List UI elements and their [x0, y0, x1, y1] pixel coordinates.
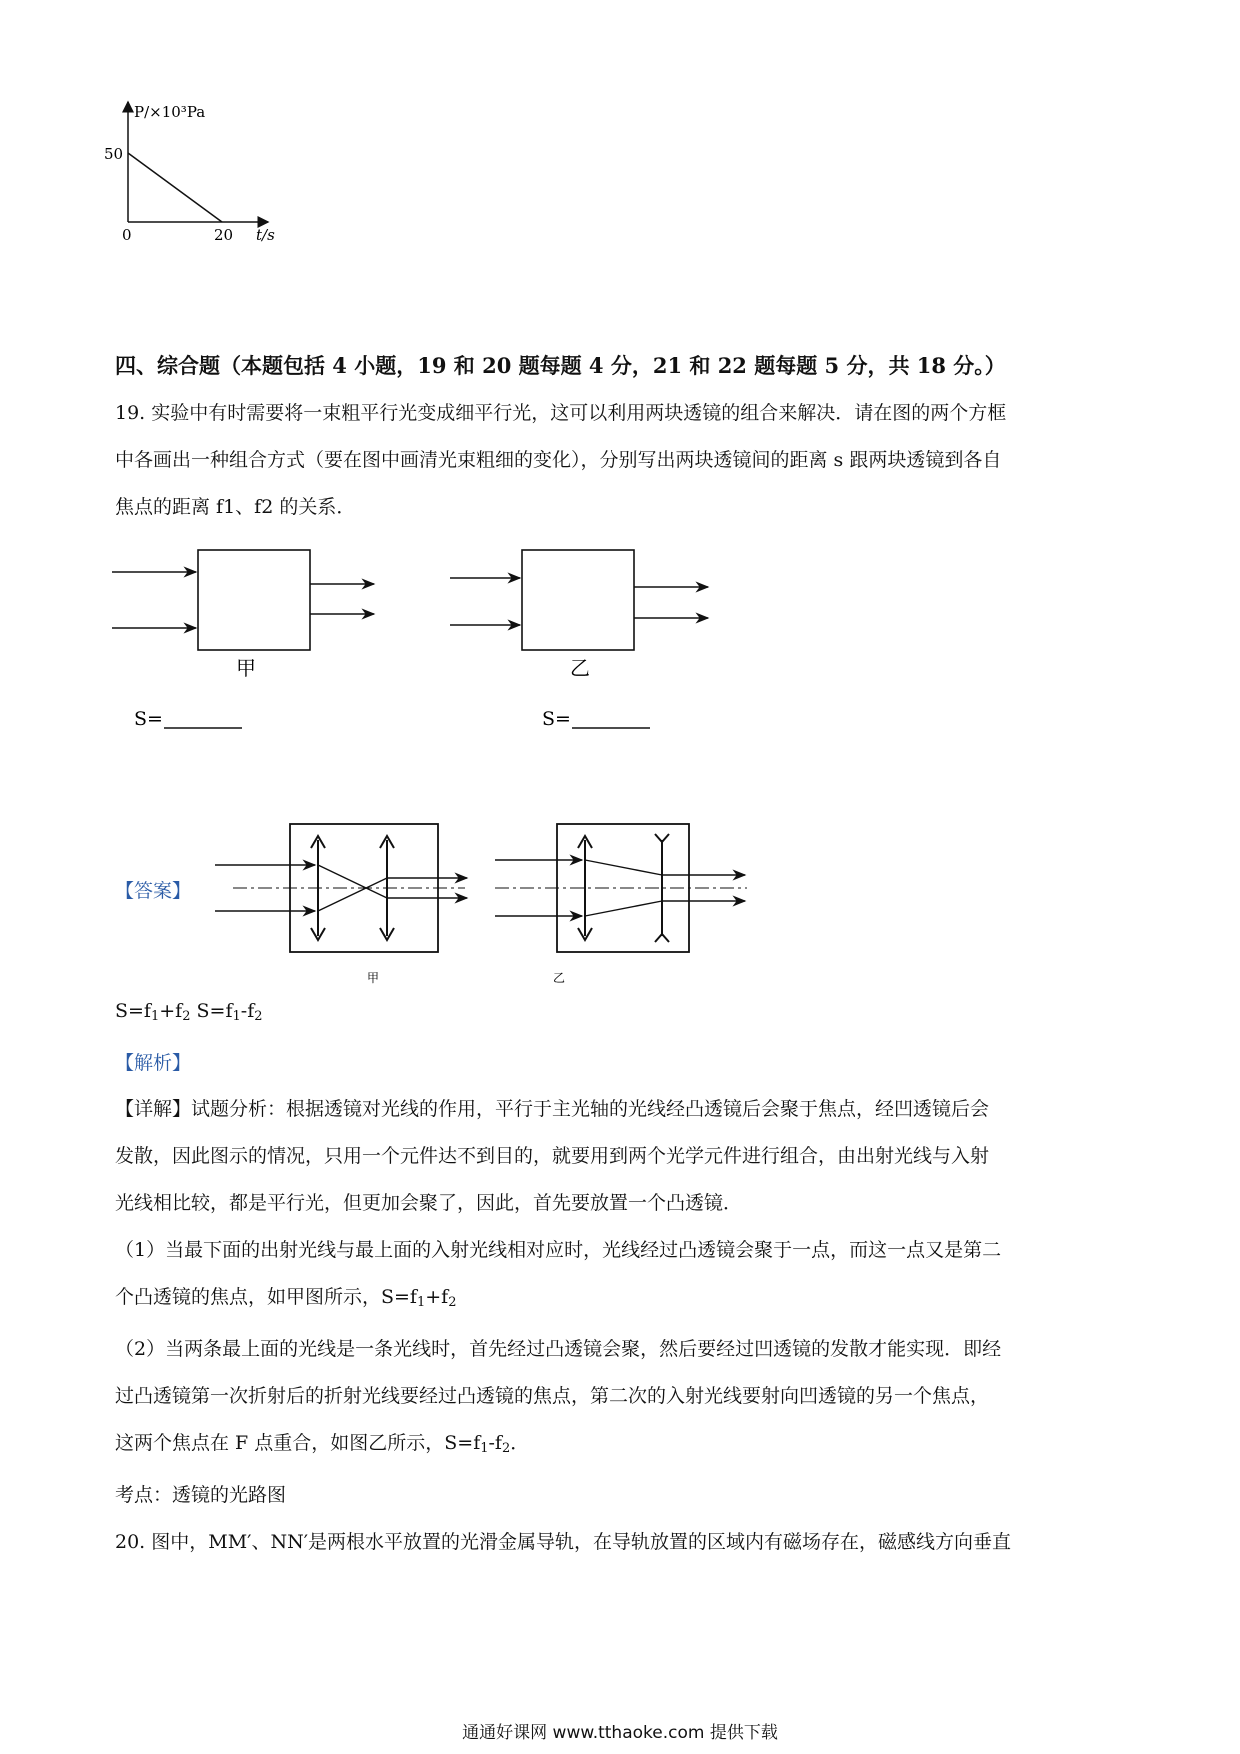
y-tick-label: 50	[104, 145, 124, 163]
s-label-yi: S=	[542, 708, 571, 730]
x-axis-label: t/s	[256, 226, 275, 244]
answer-label-yi: 乙	[553, 971, 566, 985]
q19-line-3: 焦点的距离 f1、f2 的关系．	[115, 496, 356, 518]
ray	[318, 865, 387, 898]
analysis-line: 发散，因此图示的情况，只用一个元件达不到目的，就要用到两个光学元件进行组合，由出射光线与入射	[115, 1145, 990, 1167]
q19-line-1: 19. 实验中有时需要将一束粗平行光变成细平行光，这可以利用两块透镜的组合来解决．请在图的两个方框	[115, 402, 1007, 424]
question-20-line-1: 20. 图中，MM′、NN′是两根水平放置的光滑金属导轨，在导轨放置的区域内有磁场存在，磁感线方向垂直	[115, 1531, 1012, 1553]
ray	[585, 901, 662, 916]
analysis-line: 光线相比较，都是平行光，但更加会聚了，因此，首先要放置一个凸透镜．	[115, 1192, 743, 1214]
page-footer: 通通好课网 www.tthaoke.com 提供下载	[462, 1723, 778, 1743]
pressure-line	[128, 153, 222, 222]
y-axis-label: P/×10³Pa	[134, 103, 206, 121]
ray	[585, 860, 662, 875]
question-19	[115, 390, 1135, 531]
analysis-line: 这两个焦点在 F 点重合，如图乙所示，$S=f_1-f_2$．	[115, 1432, 530, 1456]
analysis-line: （1）当最下面的出射光线与最上面的入射光线相对应时，光线经过凸透镜会聚于一点，而这一点又是第二	[115, 1239, 1002, 1261]
analysis-body	[115, 1086, 1135, 1566]
label-yi: 乙	[570, 656, 590, 680]
ray	[318, 878, 387, 911]
box-yi	[522, 550, 634, 650]
section-title: 四、综合题（本题包括 4 小题，19 和 20 题每题 4 分，21 和 22 题每题 5 分，共 18 分。）	[115, 353, 1006, 378]
pressure-time-graph	[100, 100, 320, 280]
detail-tag: 【详解】	[115, 1098, 192, 1120]
analysis-line: 【详解】试题分析：根据透镜对光线的作用，平行于主光轴的光线经凸透镜后会聚于焦点，经凹透镜后会	[115, 1098, 990, 1120]
kaodian: 考点：透镜的光路图	[115, 1484, 287, 1506]
analysis-line: 个凸透镜的焦点，如甲图所示，$S=f_1+f_2$	[115, 1286, 457, 1310]
origin-label: 0	[122, 226, 132, 244]
label-jia: 甲	[236, 656, 256, 680]
x-tick-label: 20	[214, 226, 234, 244]
analysis-line: 过凸透镜第一次折射后的折射光线要经过凸透镜的焦点，第二次的入射光线要射向凹透镜的另一个焦点，	[115, 1385, 990, 1407]
q19-figure	[110, 545, 730, 735]
box-jia	[198, 550, 310, 650]
q19-line-2: 中各画出一种组合方式（要在图中画清光束粗细的变化），分别写出两块透镜间的距离 s 跟两块透镜到各自	[115, 449, 1002, 471]
answer-tag: 【答案】	[115, 880, 192, 902]
s-label-jia: S=	[134, 708, 163, 730]
analysis-tag: 【解析】	[115, 1052, 192, 1074]
analysis-line: （2）当两条最上面的光线是一条光线时，首先经过凸透镜会聚，然后要经过凹透镜的发散才能实现．即经	[115, 1338, 1002, 1360]
answer-label-jia: 甲	[367, 971, 380, 985]
answer-formula: $S=f_1+f_2$ $S=f_1-f_2$	[115, 1000, 263, 1024]
answer-figure	[215, 810, 755, 990]
